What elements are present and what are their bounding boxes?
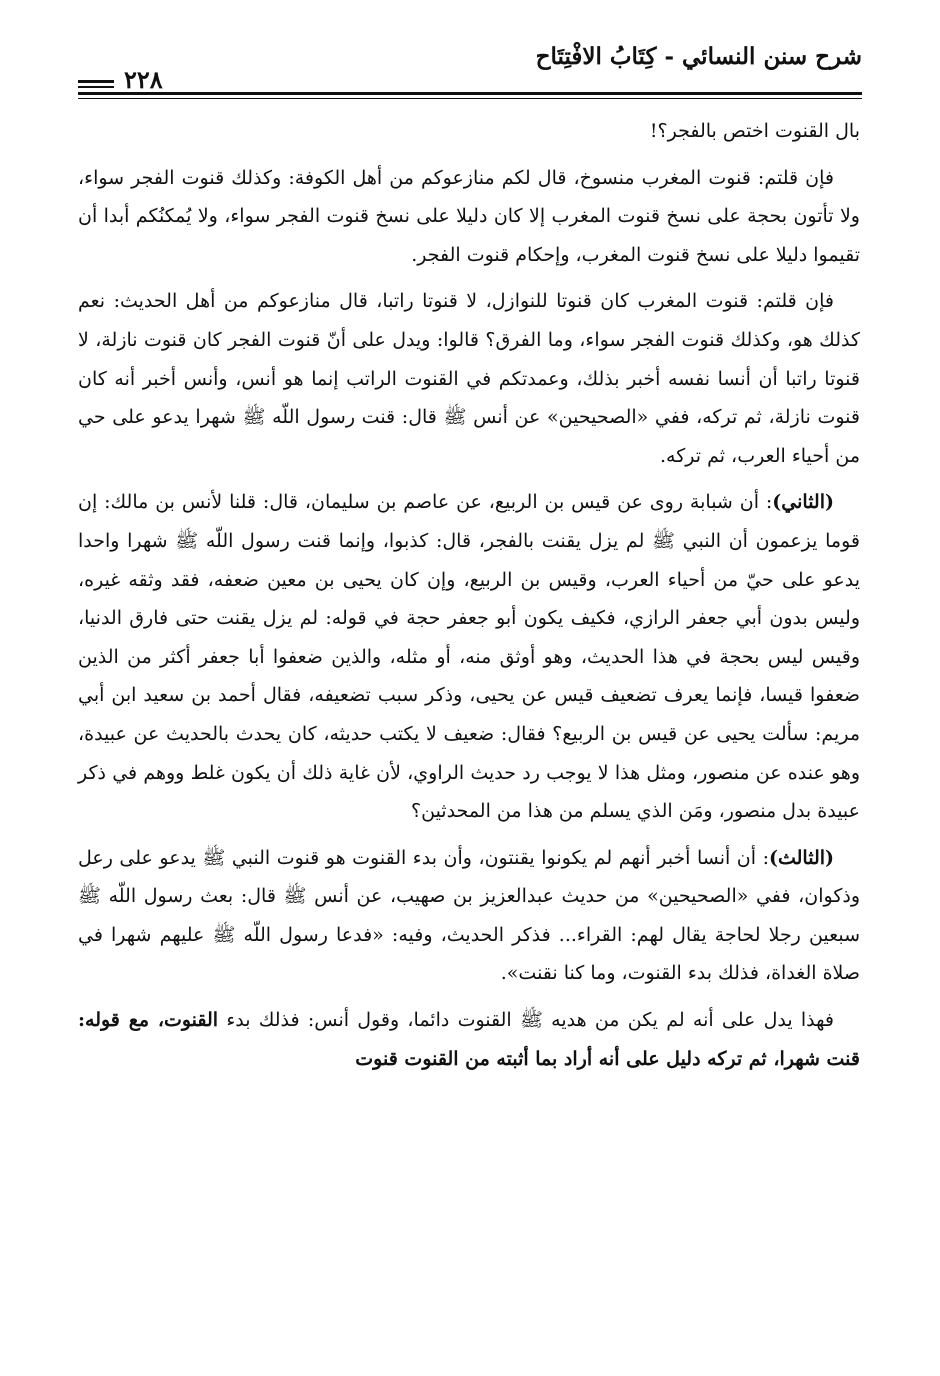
body-text: [78, 112, 860, 1086]
paragraph-2: [78, 159, 860, 275]
running-header: [78, 40, 862, 100]
paragraph-6: [78, 1001, 860, 1078]
header-rule-thin: [78, 98, 862, 99]
section-label-third: (الثالث): [768, 846, 834, 869]
paragraph-text: فإن قلتم: قنوت المغرب كان قنوتا للنوازل، لا قنوتا راتبا، قال منازعوكم من أهل الحديث: نعم كذلك هو، وكذلك قنوت الفجر سواء، وما الفرق؟ قالوا: ويدل على أنّ قنوت الفجر كان قنوت نازلة، لا قنوتا راتبا أن أنسا نفسه أخبر بذلك، وعمدتكم في القنوت الراتب إنما هو أنس، وأنس أخبر أنه كان قنوت نازلة، ثم تركه، ففي «الصحيحين» عن أنس ﷺ قال: قنت رسول اللّه ﷺ شهرا يدعو على حي من أحياء العرب، ثم تركه.: [78, 290, 860, 467]
paragraph-text-bold: القنوت، مع قوله: قنت شهرا، ثم تركه دليل على أنه أراد بما أثبته من القنوت قنوت: [78, 1009, 860, 1070]
paragraph-4: [78, 483, 860, 830]
header-title: شرح سنن النسائي - كِتَابُ الافْتِتَاح: [535, 43, 862, 70]
paragraph-text: : أن أنسا أخبر أنهم لم يكونوا يقنتون، وأن بدء القنوت هو قنوت النبي ﷺ يدعو على رعل وذكوان، ففي «الصحيحين» من حديث عبدالعزيز بن صهيب، عن أنس ﷺ قال: بعث رسول اللّه ﷺ سبعين رجلا لحاجة يقال لهم: القراء... فذكر الحديث، وفيه: «فدعا رسول اللّه ﷺ عليهم شهرا في صلاة الغداة، فذلك بدء القنوت، وما كنا نقنت».: [78, 846, 860, 985]
paragraph-text: : أن شبابة روى عن قيس بن الربيع، عن عاصم بن سليمان، قال: قلنا لأنس بن مالك: إن قوما يزعمون أن النبي ﷺ لم يزل يقنت بالفجر، قال: كذبوا، وإنما قنت رسول اللّه ﷺ شهرا واحدا يدعو على حيّ من أحياء العرب، وقيس بن الربيع، وإن كان يحيى بن معين ضعفه، فقد وثقه غيره، وليس بدون أبي جعفر الرازي، فكيف يكون أبو جعفر حجة في قوله: لم يزل يقنت حتى فارق الدنيا، وقيس ليس بحجة في هذا الحديث، وهو أوثق منه، أو مثله، والذين ضعفوا أبا جعفر أكثر من الذين ضعفوا قيسا، فإنما يعرف تضعيف قيس عن يحيى، وذكر سبب تضعيفه، فقال أحمد بن سعيد ابن أبي مريم: سألت يحيى عن قيس بن الربيع؟ فقال: ضعيف لا يكتب حديثه، كان يحدث بالحديث عن عبيدة، وهو عنده عن منصور، ومثل هذا لا يوجب رد حديث الراوي، لأن غاية ذلك أن يكون غلط ووهم في ذكر عبيدة بدل منصور، ومَن الذي يسلم من هذا من المحدثين؟: [78, 491, 860, 823]
paragraph-text: بال القنوت اختص بالفجر؟!: [649, 120, 860, 142]
page-number-rule-thick: [78, 80, 114, 83]
paragraph-1: [78, 112, 860, 151]
paragraph-text: فهذا يدل على أنه لم يكن من هديه ﷺ القنوت دائما، وقول أنس: فذلك بدء: [226, 1009, 834, 1032]
paragraph-3: [78, 282, 860, 475]
page-number: ٢٢٨: [124, 65, 163, 94]
section-label-second: (الثاني): [772, 491, 834, 514]
page-number-rule-thin: [78, 86, 114, 88]
paragraph-5: [78, 839, 860, 993]
paragraph-text: فإن قلتم: قنوت المغرب منسوخ، قال لكم منازعوكم من أهل الكوفة: وكذلك قنوت الفجر سواء، ولا تأتون بحجة على نسخ قنوت المغرب إلا كان دليلا على نسخ قنوت الفجر سواء، ولا يُمكنُكم أبدا أن تقيموا دليلا على نسخ قنوت المغرب، وإحكام قنوت الفجر.: [78, 166, 860, 266]
header-rule-thick: [78, 92, 862, 95]
